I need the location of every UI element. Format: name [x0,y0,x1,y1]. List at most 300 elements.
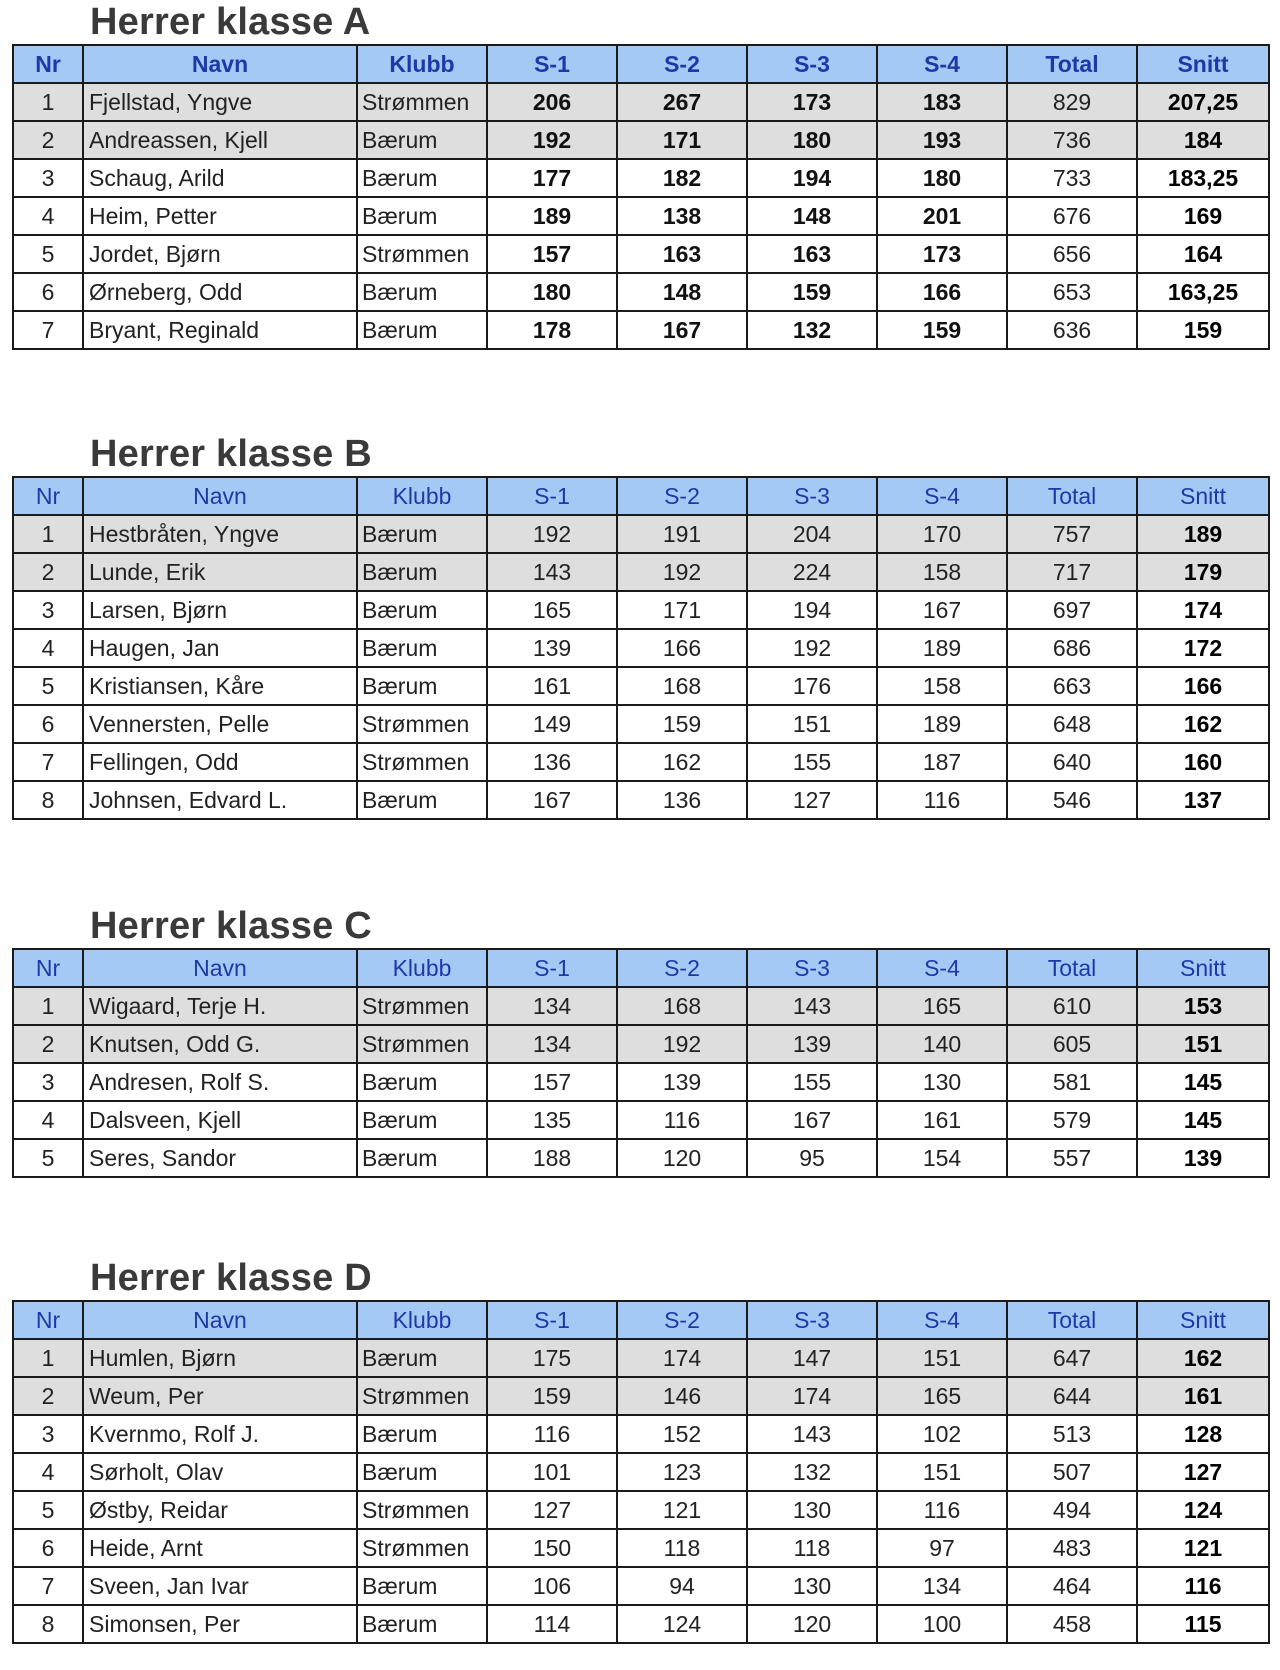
header-s1: S-1 [487,949,617,987]
header-name: Navn [83,45,357,83]
cell-s4: 151 [877,1453,1007,1491]
cell-s3: 120 [747,1605,877,1643]
cell-s4: 165 [877,987,1007,1025]
cell-s1: 127 [487,1491,617,1529]
cell-s1: 189 [487,197,617,235]
cell-s1: 134 [487,987,617,1025]
cell-s2: 192 [617,553,747,591]
cell-nr: 5 [13,1139,83,1177]
header-nr: Nr [13,477,83,515]
cell-avg: 116 [1137,1567,1269,1605]
header-club: Klubb [357,477,487,515]
cell-s2: 116 [617,1101,747,1139]
cell-club: Bærum [357,553,487,591]
cell-s1: 192 [487,515,617,553]
cell-s4: 158 [877,553,1007,591]
table-row [13,1605,1269,1643]
cell-avg: 137 [1137,781,1269,819]
cell-s4: 167 [877,591,1007,629]
header-s1: S-1 [487,477,617,515]
cell-s3: 194 [747,159,877,197]
cell-total: 829 [1007,83,1137,121]
header-s4: S-4 [877,1301,1007,1339]
cell-s2: 174 [617,1339,747,1377]
cell-total: 513 [1007,1415,1137,1453]
header-nr: Nr [13,1301,83,1339]
table-row [13,1491,1269,1529]
header-total: Total [1007,45,1137,83]
cell-club: Bærum [357,273,487,311]
cell-s3: 167 [747,1101,877,1139]
header-total: Total [1007,949,1137,987]
cell-s2: 94 [617,1567,747,1605]
cell-s4: 97 [877,1529,1007,1567]
cell-total: 640 [1007,743,1137,781]
cell-s1: 206 [487,83,617,121]
table-row [13,159,1269,197]
cell-nr: 1 [13,1339,83,1377]
header-s4: S-4 [877,477,1007,515]
cell-name: Knutsen, Odd G. [83,1025,357,1063]
table-row [13,1101,1269,1139]
cell-s4: 159 [877,311,1007,349]
header-total: Total [1007,1301,1137,1339]
cell-total: 483 [1007,1529,1137,1567]
cell-s4: 100 [877,1605,1007,1643]
cell-s2: 167 [617,311,747,349]
cell-nr: 3 [13,591,83,629]
cell-avg: 183,25 [1137,159,1269,197]
cell-s1: 134 [487,1025,617,1063]
table-row [13,987,1269,1025]
cell-club: Bærum [357,1567,487,1605]
cell-s3: 143 [747,1415,877,1453]
class-d-title: Herrer klasse D [90,1257,372,1299]
table-row [13,705,1269,743]
cell-club: Bærum [357,311,487,349]
cell-avg: 128 [1137,1415,1269,1453]
header-row [13,45,1269,83]
cell-s1: 167 [487,781,617,819]
header-s3: S-3 [747,45,877,83]
table-row [13,235,1269,273]
cell-total: 717 [1007,553,1137,591]
cell-club: Bærum [357,781,487,819]
cell-total: 757 [1007,515,1137,553]
cell-nr: 4 [13,629,83,667]
cell-s4: 116 [877,781,1007,819]
header-s1: S-1 [487,1301,617,1339]
cell-s4: 173 [877,235,1007,273]
table-row [13,553,1269,591]
cell-nr: 4 [13,1453,83,1491]
cell-nr: 1 [13,83,83,121]
cell-name: Weum, Per [83,1377,357,1415]
cell-total: 557 [1007,1139,1137,1177]
cell-s3: 132 [747,1453,877,1491]
cell-s1: 106 [487,1567,617,1605]
cell-name: Ørneberg, Odd [83,273,357,311]
cell-s2: 148 [617,273,747,311]
cell-nr: 3 [13,1415,83,1453]
cell-s4: 170 [877,515,1007,553]
header-s2: S-2 [617,477,747,515]
cell-s3: 147 [747,1339,877,1377]
header-s1: S-1 [487,45,617,83]
cell-avg: 164 [1137,235,1269,273]
cell-total: 644 [1007,1377,1137,1415]
header-avg: Snitt [1137,949,1269,987]
cell-name: Dalsveen, Kjell [83,1101,357,1139]
header-name: Navn [83,1301,357,1339]
cell-s2: 121 [617,1491,747,1529]
cell-club: Strømmen [357,83,487,121]
header-avg: Snitt [1137,1301,1269,1339]
cell-name: Larsen, Bjørn [83,591,357,629]
cell-s3: 174 [747,1377,877,1415]
cell-s3: 224 [747,553,877,591]
cell-club: Bærum [357,1063,487,1101]
cell-avg: 151 [1137,1025,1269,1063]
cell-s1: 101 [487,1453,617,1491]
cell-nr: 1 [13,987,83,1025]
cell-s3: 155 [747,743,877,781]
cell-s2: 171 [617,121,747,159]
cell-s2: 162 [617,743,747,781]
cell-name: Sørholt, Olav [83,1453,357,1491]
cell-s1: 178 [487,311,617,349]
header-s4: S-4 [877,45,1007,83]
header-nr: Nr [13,45,83,83]
cell-total: 546 [1007,781,1137,819]
cell-avg: 121 [1137,1529,1269,1567]
cell-s1: 143 [487,553,617,591]
cell-club: Bærum [357,1453,487,1491]
class-a-table [12,44,1270,350]
cell-avg: 163,25 [1137,273,1269,311]
cell-name: Bryant, Reginald [83,311,357,349]
cell-s4: 193 [877,121,1007,159]
cell-avg: 189 [1137,515,1269,553]
header-club: Klubb [357,45,487,83]
cell-s1: 114 [487,1605,617,1643]
cell-avg: 145 [1137,1101,1269,1139]
table-row [13,591,1269,629]
cell-total: 605 [1007,1025,1137,1063]
cell-name: Kristiansen, Kåre [83,667,357,705]
cell-club: Strømmen [357,1529,487,1567]
cell-name: Andresen, Rolf S. [83,1063,357,1101]
cell-name: Heide, Arnt [83,1529,357,1567]
cell-s3: 143 [747,987,877,1025]
cell-s3: 163 [747,235,877,273]
header-row [13,1301,1269,1339]
cell-s4: 116 [877,1491,1007,1529]
cell-s4: 189 [877,629,1007,667]
cell-club: Bærum [357,515,487,553]
class-c-title: Herrer klasse C [90,905,372,947]
cell-nr: 8 [13,1605,83,1643]
cell-s2: 138 [617,197,747,235]
cell-total: 648 [1007,705,1137,743]
cell-s3: 130 [747,1567,877,1605]
cell-total: 663 [1007,667,1137,705]
cell-name: Schaug, Arild [83,159,357,197]
cell-s1: 177 [487,159,617,197]
cell-club: Strømmen [357,1377,487,1415]
header-s4: S-4 [877,949,1007,987]
cell-avg: 207,25 [1137,83,1269,121]
cell-name: Wigaard, Terje H. [83,987,357,1025]
table-row [13,1377,1269,1415]
table-row [13,1567,1269,1605]
cell-s3: 127 [747,781,877,819]
cell-total: 676 [1007,197,1137,235]
header-row [13,477,1269,515]
cell-s3: 173 [747,83,877,121]
cell-club: Bærum [357,1139,487,1177]
cell-total: 733 [1007,159,1137,197]
table-row [13,1339,1269,1377]
table-row [13,743,1269,781]
cell-s4: 158 [877,667,1007,705]
header-club: Klubb [357,1301,487,1339]
cell-avg: 115 [1137,1605,1269,1643]
table-row [13,781,1269,819]
cell-avg: 139 [1137,1139,1269,1177]
cell-s2: 123 [617,1453,747,1491]
cell-s3: 155 [747,1063,877,1101]
cell-avg: 172 [1137,629,1269,667]
cell-avg: 127 [1137,1453,1269,1491]
cell-s2: 267 [617,83,747,121]
class-b-table [12,476,1270,820]
cell-club: Strømmen [357,743,487,781]
cell-nr: 2 [13,1377,83,1415]
cell-total: 647 [1007,1339,1137,1377]
cell-club: Strømmen [357,1025,487,1063]
cell-name: Simonsen, Per [83,1605,357,1643]
cell-total: 579 [1007,1101,1137,1139]
cell-s1: 161 [487,667,617,705]
cell-s4: 187 [877,743,1007,781]
header-s3: S-3 [747,949,877,987]
cell-s4: 161 [877,1101,1007,1139]
table-row [13,515,1269,553]
cell-club: Bærum [357,197,487,235]
cell-s4: 140 [877,1025,1007,1063]
cell-club: Bærum [357,121,487,159]
table-row [13,1063,1269,1101]
cell-s4: 102 [877,1415,1007,1453]
cell-s4: 130 [877,1063,1007,1101]
header-s2: S-2 [617,1301,747,1339]
cell-s1: 149 [487,705,617,743]
cell-club: Bærum [357,1605,487,1643]
cell-s3: 192 [747,629,877,667]
header-s2: S-2 [617,949,747,987]
cell-avg: 162 [1137,1339,1269,1377]
cell-avg: 166 [1137,667,1269,705]
cell-s3: 95 [747,1139,877,1177]
cell-avg: 184 [1137,121,1269,159]
cell-nr: 4 [13,197,83,235]
cell-s3: 132 [747,311,877,349]
table-row [13,1025,1269,1063]
cell-club: Bærum [357,667,487,705]
header-s3: S-3 [747,1301,877,1339]
cell-s2: 139 [617,1063,747,1101]
cell-s1: 135 [487,1101,617,1139]
cell-s4: 134 [877,1567,1007,1605]
cell-total: 464 [1007,1567,1137,1605]
cell-s4: 151 [877,1339,1007,1377]
cell-total: 653 [1007,273,1137,311]
cell-s2: 182 [617,159,747,197]
cell-avg: 159 [1137,311,1269,349]
cell-s4: 201 [877,197,1007,235]
cell-s2: 168 [617,987,747,1025]
cell-avg: 153 [1137,987,1269,1025]
cell-name: Haugen, Jan [83,629,357,667]
cell-name: Lunde, Erik [83,553,357,591]
cell-s2: 171 [617,591,747,629]
cell-nr: 6 [13,273,83,311]
cell-avg: 169 [1137,197,1269,235]
cell-s2: 191 [617,515,747,553]
cell-name: Vennersten, Pelle [83,705,357,743]
cell-name: Sveen, Jan Ivar [83,1567,357,1605]
cell-club: Strømmen [357,987,487,1025]
cell-nr: 2 [13,121,83,159]
table-row [13,311,1269,349]
cell-nr: 2 [13,1025,83,1063]
cell-s2: 168 [617,667,747,705]
cell-club: Strømmen [357,235,487,273]
cell-name: Østby, Reidar [83,1491,357,1529]
header-name: Navn [83,477,357,515]
cell-s2: 136 [617,781,747,819]
cell-avg: 160 [1137,743,1269,781]
cell-s1: 139 [487,629,617,667]
cell-s4: 180 [877,159,1007,197]
table-row [13,83,1269,121]
cell-s2: 166 [617,629,747,667]
cell-s4: 166 [877,273,1007,311]
cell-nr: 7 [13,743,83,781]
table-row [13,121,1269,159]
cell-avg: 124 [1137,1491,1269,1529]
cell-total: 636 [1007,311,1137,349]
cell-club: Bærum [357,1339,487,1377]
class-d-table [12,1300,1270,1644]
cell-total: 697 [1007,591,1137,629]
cell-name: Humlen, Bjørn [83,1339,357,1377]
cell-nr: 1 [13,515,83,553]
table-row [13,197,1269,235]
cell-s1: 116 [487,1415,617,1453]
cell-total: 656 [1007,235,1137,273]
table-row [13,273,1269,311]
cell-name: Fjellstad, Yngve [83,83,357,121]
cell-club: Bærum [357,629,487,667]
cell-total: 507 [1007,1453,1137,1491]
cell-avg: 174 [1137,591,1269,629]
cell-s2: 192 [617,1025,747,1063]
cell-total: 458 [1007,1605,1137,1643]
cell-club: Strømmen [357,1491,487,1529]
cell-nr: 6 [13,705,83,743]
header-avg: Snitt [1137,45,1269,83]
cell-s1: 165 [487,591,617,629]
header-s3: S-3 [747,477,877,515]
cell-s1: 180 [487,273,617,311]
class-b-title: Herrer klasse B [90,433,372,475]
cell-name: Jordet, Bjørn [83,235,357,273]
cell-s3: 130 [747,1491,877,1529]
cell-club: Bærum [357,591,487,629]
class-c-table [12,948,1270,1178]
cell-s4: 154 [877,1139,1007,1177]
cell-avg: 161 [1137,1377,1269,1415]
header-avg: Snitt [1137,477,1269,515]
cell-s2: 118 [617,1529,747,1567]
cell-name: Heim, Petter [83,197,357,235]
cell-s1: 157 [487,235,617,273]
cell-s2: 120 [617,1139,747,1177]
cell-s2: 152 [617,1415,747,1453]
header-club: Klubb [357,949,487,987]
cell-s1: 175 [487,1339,617,1377]
cell-avg: 179 [1137,553,1269,591]
cell-s2: 124 [617,1605,747,1643]
cell-nr: 6 [13,1529,83,1567]
cell-name: Hestbråten, Yngve [83,515,357,553]
table-row [13,1139,1269,1177]
cell-s3: 151 [747,705,877,743]
header-row [13,949,1269,987]
cell-nr: 5 [13,1491,83,1529]
cell-total: 581 [1007,1063,1137,1101]
cell-nr: 7 [13,1567,83,1605]
cell-nr: 8 [13,781,83,819]
cell-s3: 118 [747,1529,877,1567]
cell-s2: 146 [617,1377,747,1415]
cell-nr: 5 [13,235,83,273]
cell-avg: 162 [1137,705,1269,743]
cell-nr: 7 [13,311,83,349]
cell-s3: 180 [747,121,877,159]
cell-s1: 150 [487,1529,617,1567]
cell-s4: 189 [877,705,1007,743]
cell-s3: 139 [747,1025,877,1063]
cell-club: Bærum [357,159,487,197]
table-row [13,1453,1269,1491]
cell-s2: 163 [617,235,747,273]
cell-s3: 176 [747,667,877,705]
header-s2: S-2 [617,45,747,83]
cell-nr: 5 [13,667,83,705]
cell-name: Andreassen, Kjell [83,121,357,159]
table-row [13,629,1269,667]
cell-s1: 136 [487,743,617,781]
header-total: Total [1007,477,1137,515]
cell-nr: 3 [13,159,83,197]
cell-s3: 159 [747,273,877,311]
header-name: Navn [83,949,357,987]
cell-s1: 192 [487,121,617,159]
cell-nr: 4 [13,1101,83,1139]
